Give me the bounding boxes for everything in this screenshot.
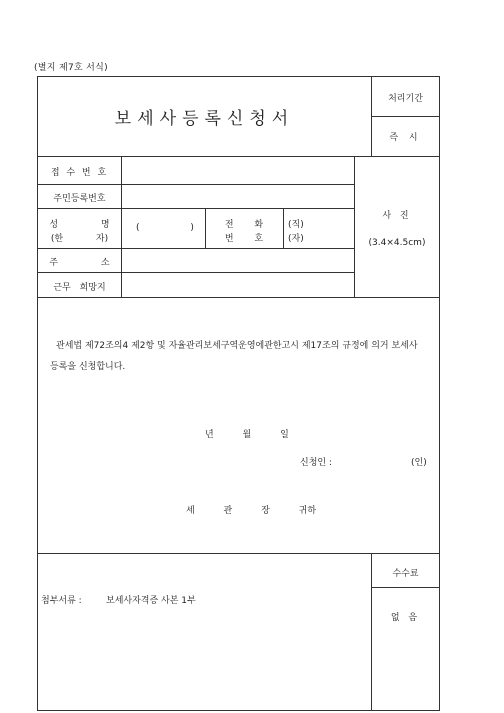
address-label: 주 소 bbox=[49, 258, 110, 268]
attachments-label: 첨부서류 : bbox=[41, 596, 82, 606]
addressee: 세 관 장 귀하 bbox=[186, 506, 317, 516]
resident-number-label: 주민등록번호 bbox=[53, 194, 106, 204]
divider bbox=[38, 553, 440, 554]
processing-period-label: 처리기간 bbox=[388, 94, 423, 104]
divider bbox=[354, 156, 355, 297]
applicant-seal: (인) bbox=[411, 458, 427, 468]
divider bbox=[38, 297, 440, 298]
date-line: 년 월 일 bbox=[205, 430, 289, 440]
phone-number-label: 번 호 bbox=[224, 234, 264, 244]
applicant-label: 신청인 : bbox=[300, 458, 332, 468]
divider bbox=[38, 184, 354, 185]
divider bbox=[283, 208, 284, 248]
workplace-label: 근무 희망지 bbox=[53, 283, 106, 293]
fee-label: 수수료 bbox=[392, 569, 419, 579]
phone-label: 전 화 bbox=[224, 220, 264, 230]
divider bbox=[371, 116, 440, 117]
name-label: 성 명 bbox=[49, 220, 110, 230]
divider bbox=[371, 587, 440, 588]
divider bbox=[121, 156, 122, 297]
divider bbox=[38, 156, 440, 157]
divider bbox=[38, 272, 354, 273]
processing-period-value: 즉 시 bbox=[389, 133, 422, 143]
form-title: 보세사등록신청서 bbox=[114, 109, 295, 129]
divider bbox=[38, 208, 354, 209]
name-hanja-parens: ( ) bbox=[136, 223, 194, 233]
application-statement: 관세법 제72조의4 제2항 및 자율관리보세구역운영에관한고시 제17조의 규정에 의거 보세사 등록을 신청합니다. bbox=[50, 341, 418, 372]
photo-size-label: (3.4×4.5cm) bbox=[368, 238, 426, 248]
fee-value: 없 음 bbox=[390, 613, 421, 623]
divider bbox=[38, 248, 354, 249]
form-number-label: (별지 제7호 서식) bbox=[34, 63, 108, 73]
name-hanja-label: (한 자) bbox=[50, 234, 109, 244]
receipt-number-label: 접 수 번 호 bbox=[50, 168, 109, 178]
photo-label: 사 진 bbox=[382, 211, 412, 221]
phone-home-label: (자) bbox=[288, 234, 304, 244]
phone-office-label: (직) bbox=[288, 220, 304, 230]
application-form bbox=[37, 76, 440, 711]
attachments-value: 보세사자격증 사본 1부 bbox=[106, 596, 196, 606]
